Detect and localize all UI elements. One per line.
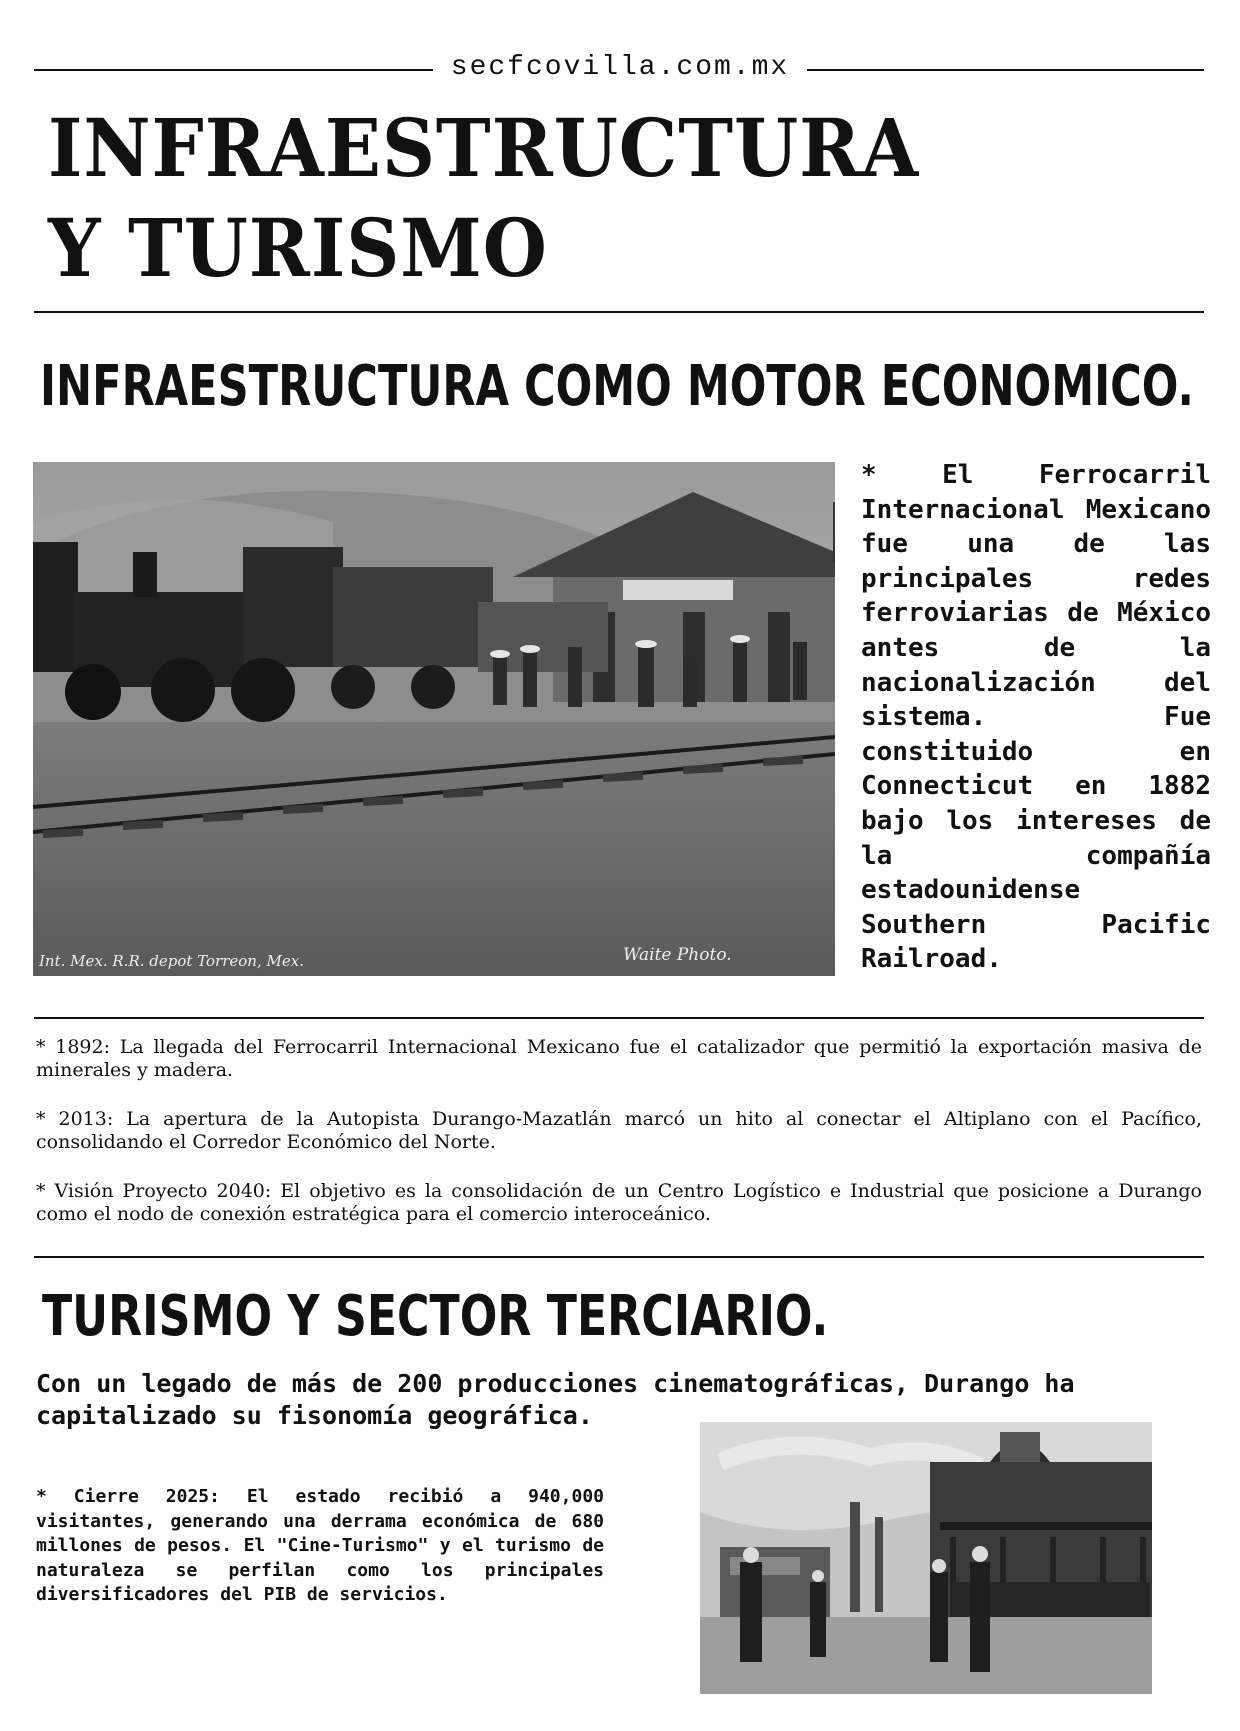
photo-caption-right: Waite Photo. <box>623 945 732 965</box>
site-url <box>0 52 1240 83</box>
section-heading-infrastructure: INFRAESTRUCTURA COMO MOTOR ECONOMICO. <box>40 354 1194 419</box>
photo-caption-left: Int. Mex. R.R. depot Torreon, Mex. <box>39 952 304 970</box>
site-url-text: secfcovilla.com.mx <box>433 52 807 83</box>
tourism-lead-text: Con un legado de más de 200 producciones cinematográficas, Durango ha capitalizado su fisonomía geográfica. <box>36 1369 1075 1430</box>
section1-divider-bottom <box>34 1256 1204 1258</box>
section1-divider-top <box>34 1017 1204 1019</box>
ferrocarril-sidebar-text: * El Ferrocarril Internacional Mexicano fue una de las principales redes ferroviarias de México antes de la nacionalización del sistema. Fue constituido en Connecticut en 1882 bajo los intereses de la compañía estadounidense Southern Pacific Railroad. <box>861 460 1211 975</box>
closing-2025-text: * Cierre 2025: El estado recibió a 940,000 visitantes, generando una derrama económica de 680 millones de pesos. El "Cine-Turismo" y el turismo de naturaleza se perfilan como los principales diversificadores del PIB de servicios. <box>36 1486 604 1605</box>
train-depot-photo <box>33 462 835 976</box>
page-title: INFRAESTRUCTURA Y TURISMO <box>48 101 920 295</box>
fact-1892: * 1892: La llegada del Ferrocarril Internacional Mexicano fue el catalizador que permitió la exportación masiva de minerales y madera. <box>36 1036 1202 1081</box>
fact-2013: * 2013: La apertura de la Autopista Durango-Mazatlán marcó un hito al conectar el Altiplano con el Pacífico, consolidando el Corredor Económico del Norte. <box>36 1108 1202 1153</box>
fact-vision-2040: * Visión Proyecto 2040: El objetivo es la consolidación de un Centro Logístico e Industrial que posicione a Durango como el nodo de conexión estratégica para el comercio interoceánico. <box>36 1180 1202 1225</box>
western-film-set-photo <box>700 1422 1152 1694</box>
section-heading-tourism: TURISMO Y SECTOR TERCIARIO. <box>42 1284 829 1349</box>
title-divider <box>34 311 1204 313</box>
